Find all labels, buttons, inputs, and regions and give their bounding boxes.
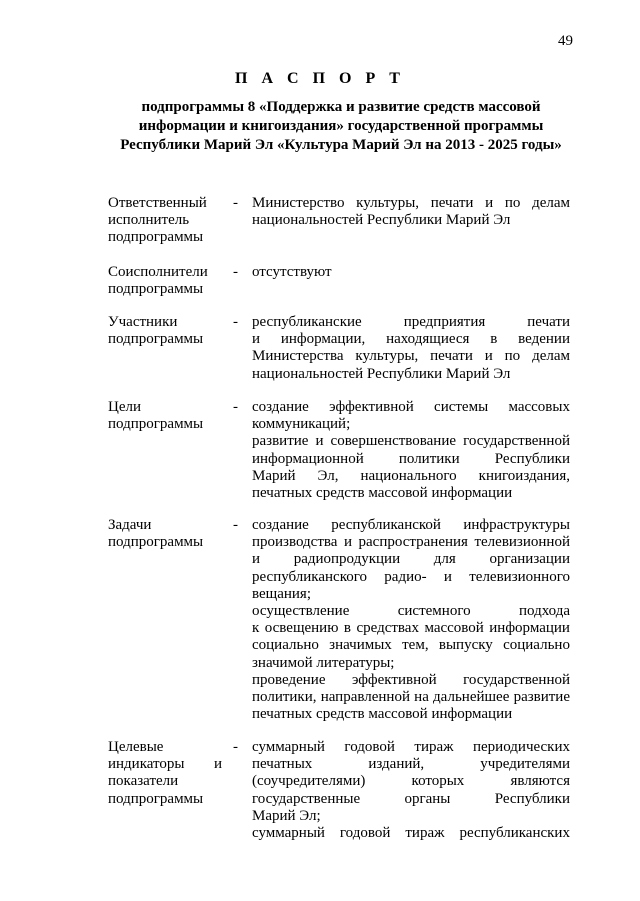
row-value-word: Республики (494, 450, 570, 467)
row-label-line: Цели (108, 399, 142, 415)
row-value-word: эффективной (351, 671, 437, 688)
row-value-word: печати (430, 348, 473, 365)
subtitle-line: Республики Марий Эл «Культура Марий Эл на 2013 - 2025 годы» (120, 137, 562, 153)
row-value-word: предприятия (403, 314, 486, 330)
row-value-word: Республики (494, 790, 570, 807)
row-value-line: печатных средств массовой информации (252, 485, 513, 502)
row-label-word: и (213, 756, 222, 773)
row-value-word: создание (252, 517, 309, 533)
row-value-line (252, 825, 570, 842)
row-value-line: коммуникаций; (252, 416, 351, 433)
row-value-word: политики (398, 450, 460, 467)
row-value-line (252, 451, 570, 468)
row-dash: - (233, 739, 238, 755)
row-value-word: Эл, (317, 467, 339, 484)
row-value-line (252, 534, 570, 551)
row-value-line (252, 348, 570, 365)
row-value-line (252, 603, 570, 620)
row-value-word: Министерство (252, 195, 345, 211)
row-value-line: Марий Эл; (252, 807, 321, 824)
row-value (252, 264, 570, 281)
row-value-word: массовых (508, 399, 570, 415)
row-value-word: подхода (518, 603, 570, 620)
row-label (108, 314, 230, 348)
row-value-word: направленной (320, 689, 410, 706)
row-value-word: создание (252, 399, 309, 415)
row-value-word: выпуску (438, 637, 493, 654)
row-value-word: и (252, 331, 261, 348)
row-value-line (252, 672, 570, 689)
row-value-word: республиканские (252, 314, 362, 330)
row-label-line: подпрограммы (108, 229, 204, 246)
row-value-word: телевизионного (469, 568, 570, 585)
row-value-line (252, 468, 570, 485)
row-value-word: являются (510, 773, 570, 790)
row-label-line: подпрограммы (108, 281, 204, 298)
row-value-word: по (504, 348, 521, 365)
row-value-line (252, 433, 570, 450)
row-value-word: дальнейшее (433, 689, 510, 706)
row-value-word: системы (434, 399, 489, 415)
row-value-word: производства (252, 534, 338, 551)
row-value-line (252, 331, 570, 348)
subtitle-line: информации и книгоиздания» государственной программы (138, 118, 544, 134)
row-value-word: делам (532, 348, 570, 365)
row-value-line (252, 620, 570, 637)
row-value-word: на (414, 689, 429, 706)
row-label-line: Участники (108, 314, 178, 330)
row-value-word: и (343, 534, 352, 551)
row-value-word: осуществление (252, 603, 350, 620)
row-value-word: для (433, 551, 456, 568)
row-value-word: Марий (252, 467, 296, 484)
row-value-word: Министерства (252, 348, 344, 365)
row-label (108, 739, 230, 808)
row-value-word: организации (489, 551, 570, 568)
subtitle-line: подпрограммы 8 «Поддержка и развитие средств массовой (141, 99, 541, 115)
row-dash: - (233, 195, 238, 211)
row-value-word: тем, (402, 637, 429, 654)
row-value-word: и (443, 568, 452, 585)
row-value-word: социально (503, 637, 570, 654)
row-value-word: которых (411, 773, 465, 790)
row-value-word: в (343, 620, 351, 637)
document-title: П А С П О Р Т (235, 70, 405, 87)
row-value-word: суммарный (252, 825, 325, 842)
row-value-line: значимой литературы; (252, 654, 395, 671)
row-value-word: периодических (473, 739, 570, 755)
row-label-line: подпрограммы (108, 790, 204, 807)
row-value-word: массовой (424, 620, 484, 637)
row-value-word: республиканской (331, 517, 441, 533)
row-label-line (108, 756, 222, 773)
row-value-line (252, 517, 570, 534)
row-value-line (252, 756, 570, 773)
row-value-word: информации, (280, 331, 366, 348)
row-value-word: органы (404, 790, 451, 807)
row-value-word: политики, (252, 689, 317, 706)
row-value-word: информации (489, 620, 570, 637)
row-value-word: и (484, 348, 493, 365)
row-value-word: печати (527, 314, 570, 330)
row-value-word: тираж (414, 739, 454, 755)
row-value-word: суммарный (252, 739, 325, 755)
row-value-word: системного (397, 603, 471, 620)
row-label-word: индикаторы (108, 756, 185, 773)
row-value-line (252, 569, 570, 586)
row-label-line: Ответственный (108, 195, 207, 211)
row-value-word: республиканского (252, 568, 367, 585)
row-dash: - (233, 314, 238, 330)
row-value-word: телевизионной (474, 534, 570, 551)
row-value (252, 195, 570, 229)
row-value (252, 739, 570, 842)
row-value-line (252, 689, 570, 706)
row-label-line: Задачи (108, 517, 152, 533)
row-value-word: значимых (329, 637, 392, 654)
row-value-word: (соучредителями) (252, 773, 366, 790)
document-subtitle (110, 98, 572, 155)
row-label-line: исполнитель (108, 212, 190, 229)
row-value-word: информационной (252, 450, 364, 467)
row-value-line (252, 791, 570, 808)
row-value-word: государственной (463, 671, 570, 688)
row-value (252, 399, 570, 502)
row-value-word: совершенствование (330, 433, 457, 450)
row-label-line: подпрограммы (108, 534, 204, 551)
row-label-line: показатели (108, 773, 179, 790)
row-value-word: тираж (405, 825, 445, 842)
row-value (252, 517, 570, 723)
row-value (252, 314, 570, 383)
row-value-word: и (252, 551, 261, 568)
row-value-line (252, 739, 570, 756)
row-value-word: печатных (252, 756, 313, 773)
row-value-word: освещению (264, 620, 339, 637)
row-value-word: печати (430, 195, 474, 211)
row-value-word: в (490, 331, 498, 348)
row-value-word: эффективной (329, 399, 414, 415)
page-number: 49 (558, 33, 573, 49)
row-label-line: подпрограммы (108, 416, 204, 433)
row-label-line: Целевые (108, 739, 164, 755)
row-value-line (252, 314, 570, 331)
row-label-line: Соисполнители (108, 264, 208, 280)
row-value-line (252, 551, 570, 568)
row-value-word: социально (252, 637, 319, 654)
row-value-word: национального (360, 467, 457, 484)
row-value-word: развитие (252, 433, 309, 450)
row-label (108, 517, 230, 551)
row-value-line (252, 637, 570, 654)
row-value-line (252, 773, 570, 790)
row-value-word: инфраструктуры (463, 517, 570, 533)
row-value-word: по (504, 195, 521, 211)
row-value-word: изданий, (368, 756, 425, 773)
row-value-line: отсутствуют (252, 264, 332, 280)
row-label-line: подпрограммы (108, 331, 204, 348)
row-value-line: печатных средств массовой информации (252, 706, 513, 723)
row-value-word: книгоиздания, (478, 467, 570, 484)
row-value-word: и (485, 195, 494, 211)
row-value-word: распространения (358, 534, 468, 551)
row-value-word: радиопродукции (293, 551, 401, 568)
row-value-word: средствах (356, 620, 419, 637)
row-label (108, 264, 230, 298)
row-value-word: делам (532, 195, 570, 211)
row-value-line: национальностей Республики Марий Эл (252, 212, 511, 229)
row-value-word: проведение (252, 671, 326, 688)
row-value-word: учредителями (480, 756, 570, 773)
row-value-word: государственные (252, 790, 361, 807)
row-value-word: годовой (344, 739, 395, 755)
row-value-line (252, 195, 570, 212)
row-value-line (252, 399, 570, 416)
row-value-word: государственной (463, 433, 570, 450)
row-value-word: радио- (384, 568, 427, 585)
row-value-word: культуры, (356, 195, 420, 211)
row-label (108, 195, 230, 247)
row-value-word: и (315, 433, 324, 450)
row-label (108, 399, 230, 433)
row-value-word: находящиеся (386, 331, 470, 348)
row-value-line: вещания; (252, 585, 311, 602)
row-value-line: национальностей Республики Марий Эл (252, 365, 511, 382)
row-value-word: культуры, (355, 348, 419, 365)
row-value-word: к (252, 620, 260, 637)
row-value-word: развитие (513, 689, 570, 706)
row-dash: - (233, 517, 238, 533)
row-dash: - (233, 399, 238, 415)
row-value-word: годовой (339, 825, 391, 842)
row-value-word: республиканских (459, 825, 570, 842)
row-dash: - (233, 264, 238, 280)
row-value-word: ведении (518, 331, 570, 348)
